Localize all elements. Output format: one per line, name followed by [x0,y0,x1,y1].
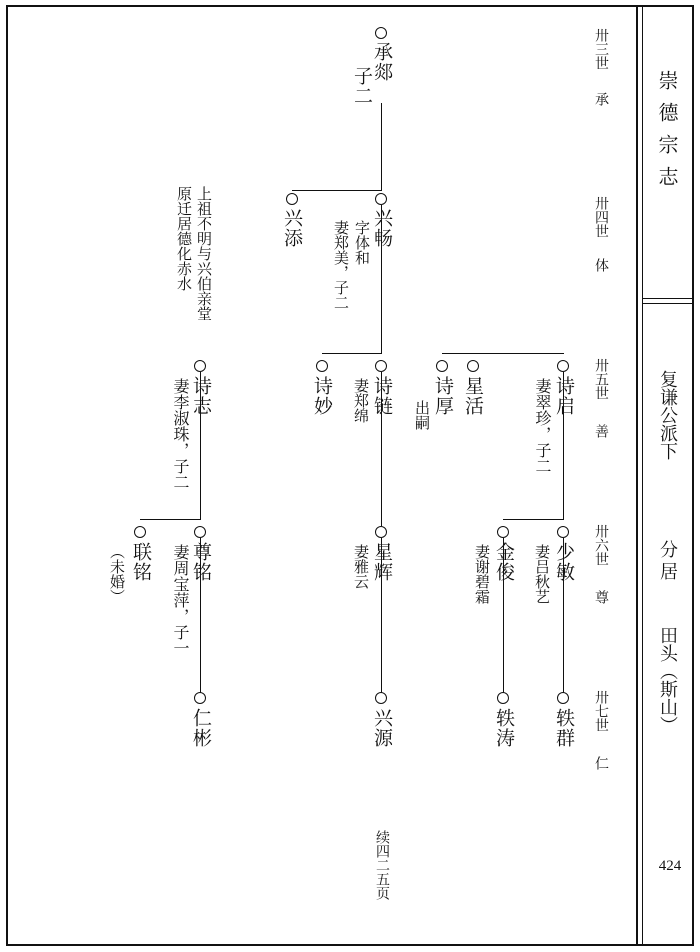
node-circle [134,526,146,538]
person-name-shiqi: 诗启 [553,376,575,416]
person-name-renbin: 仁彬 [190,708,212,748]
generation-label-35: 卅五世 [593,358,609,400]
node-circle [375,360,387,372]
branch-title: 复谦公派下 [657,370,678,460]
generation-label-37: 卅七世 [593,690,609,732]
person-name-zunming: 尊铭 [190,542,212,582]
person-name-shizhi: 诗志 [190,376,212,416]
node-circle [436,360,448,372]
person-note-lianming: （未婚） [108,544,126,604]
person-note-shizhi: 妻李淑珠，子二 [171,378,190,490]
generation-label-33: 卅三世 [593,28,609,70]
person-note-chengying: 子二 [351,66,373,106]
generation-char-33: 承 [593,92,609,106]
node-circle [497,692,509,704]
person-name-xinghuo: 星活 [462,376,484,416]
node-circle [375,27,387,39]
person-note-shihou: 出嗣 [413,400,431,430]
node-circle [497,526,509,538]
continued-note: 续四二五页 [374,830,390,900]
generation-label-34: 卅四世 [593,196,609,238]
frame-bottom [6,944,694,946]
person-name-yitao: 轶涛 [493,708,515,748]
person-note-shiqi: 妻翠珍，子二 [533,378,552,474]
generation-char-36: 尊 [593,590,609,604]
line-gen34-bar [292,190,382,191]
person-note-xingchang-wife: 妻郑美，子二 [332,220,350,310]
generation-label-36: 卅六世 [593,524,609,566]
person-name-xingtian: 兴添 [281,208,303,248]
ancestry-note-1: 上祖不明与兴伯亲堂 [195,186,213,321]
person-name-shilian: 诗链 [371,376,393,416]
node-circle [375,692,387,704]
person-note-zunming: 妻周宝萍，子一 [171,544,190,656]
line-chengying-down [381,103,382,191]
ancestry-note-2: 原迁居德化赤水 [175,186,193,291]
person-name-xingyuan: 兴源 [371,708,393,748]
book-title: 崇德宗志 [655,70,679,198]
generation-char-35: 善 [593,424,609,438]
person-name-lianming: 联铭 [130,542,152,582]
generation-char-37: 仁 [593,756,609,770]
sidebar-divider-outer [636,5,638,946]
line-gen35-bar-left [322,353,382,354]
frame-left [6,5,8,946]
person-name-shimiao: 诗妙 [311,376,333,416]
person-note-xingchang-style: 字体和 [353,220,371,265]
node-circle [557,526,569,538]
frame-right [692,5,694,946]
person-note-xinghui: 妻雅云 [352,544,370,589]
node-circle [467,360,479,372]
node-circle [316,360,328,372]
person-name-xinghui: 星辉 [371,542,393,582]
node-circle [375,526,387,538]
generation-char-34: 体 [593,258,609,272]
person-name-xingchang: 兴畅 [371,208,393,248]
frame-top [6,5,694,7]
sidebar-rule-upper [643,298,693,299]
person-name-shaomin: 少敏 [553,542,575,582]
node-circle [194,526,206,538]
line-gen36-bar-left [140,519,201,520]
line-gen36-bar-right [503,519,564,520]
node-circle [557,692,569,704]
sidebar-divider-inner [642,5,643,946]
node-circle [194,360,206,372]
line-gen35-bar-right [442,353,564,354]
residence-place: 田头（斯山） [657,626,678,734]
node-circle [194,692,206,704]
person-note-jinjun: 妻谢碧霜 [473,544,491,604]
residence-label: 分居 [657,540,678,584]
person-name-yiqun: 轶群 [553,708,575,748]
page-number: 424 [658,858,682,874]
node-circle [557,360,569,372]
person-name-shihou: 诗厚 [432,376,454,416]
node-circle [286,193,298,205]
node-circle [375,193,387,205]
person-name-chengying: 承郯 [371,42,393,82]
person-note-shilian: 妻郑绵 [352,378,370,423]
person-note-shaomin: 妻吕秋艺 [533,544,551,604]
person-name-jinjun: 金俊 [493,542,515,582]
sidebar-rule-lower [643,303,693,304]
